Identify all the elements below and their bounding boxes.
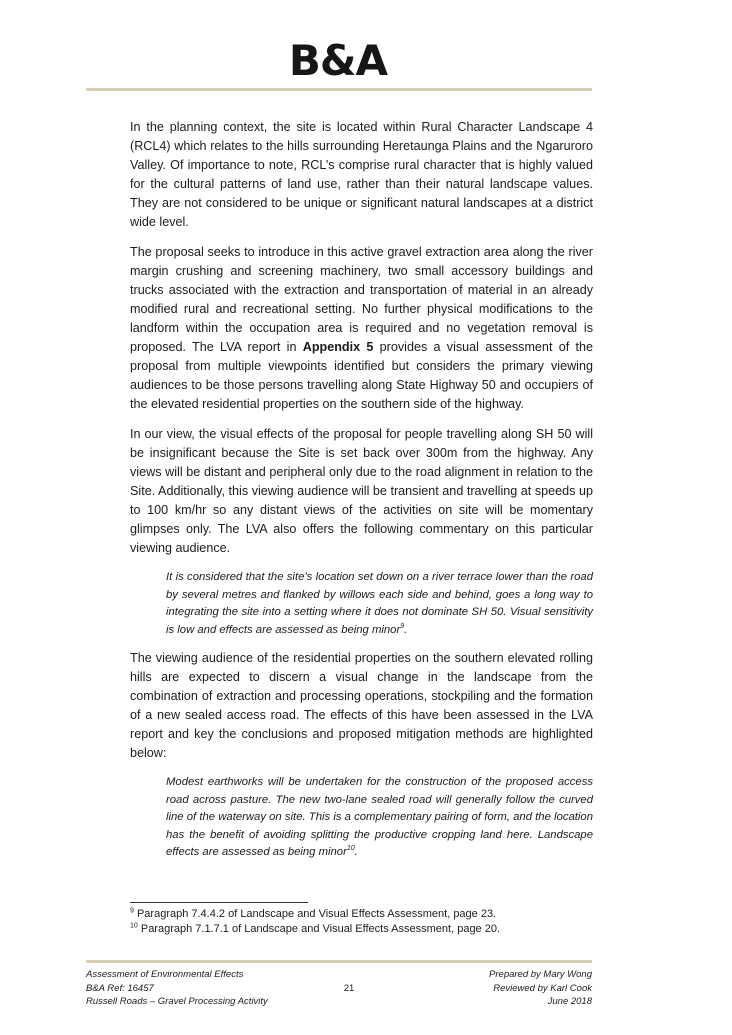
footnote-marker: 9	[400, 622, 405, 630]
paragraph-proposal-text-end: provides a visual assessment of the proposal from multiple viewpoints identified but considers the primary viewing audiences to be those persons travelling along State Highway 50 and occupiers of the elevated residential properties on the southern side of the highway.	[130, 340, 593, 411]
footnote-item	[130, 907, 600, 922]
footnote-divider	[130, 902, 308, 903]
footnotes	[130, 907, 600, 937]
paragraph-proposal	[130, 243, 593, 414]
footer-project-name: Russell Roads – Gravel Processing Activity	[86, 996, 268, 1007]
footer-author-info	[392, 968, 592, 1009]
paragraph-residential-audience: The viewing audience of the residential properties on the southern elevated rolling hills are expected to discern a visual change in the landscape from the combination of extraction and processing operations, stockpiling and the formation of a new sealed access road. The effects of this have been assessed in the LVA report and key the conclusions and proposed mitigation methods are highlighted below:	[130, 651, 593, 760]
footnote-number: 10	[130, 922, 138, 930]
quote-text: It is considered that the site’s location set down on a river terrace lower than the road by several metres and flanked by willows each side and behind, goes a long way to integrating the site into a setting where it does not dominate SH 50. Visual sensitivity is low and effects are assessed as being minor	[166, 571, 593, 636]
quote-highway-audience	[166, 569, 593, 639]
company-logo: B&A	[288, 36, 388, 85]
footer-document-title: Assessment of Environmental Effects	[86, 969, 244, 980]
header-divider	[86, 88, 592, 91]
quote-end: .	[404, 623, 408, 636]
quote-end: .	[354, 846, 358, 858]
footer-document-info	[86, 968, 306, 1009]
appendix-reference: Appendix 5	[302, 340, 374, 354]
footnote-item	[130, 922, 600, 937]
footer-divider	[86, 960, 592, 963]
paragraph-proposal-text-start: The proposal seeks to introduce in this active gravel extraction area along the river margin crushing and screening machinery, two small accessory buildings and trucks associated with the extraction and transportation of material in an already modified rural and recreational setting. No further physical modifications to the landform within the occupation area is required and no vegetation removal is proposed. The LVA report in	[130, 245, 593, 354]
footer-prepared-by: Prepared by Mary Wong	[489, 969, 592, 980]
footnote-text: Paragraph 7.1.7.1 of Landscape and Visual Effects Assessment, page 20.	[137, 923, 501, 935]
footnote-marker: 10	[346, 845, 355, 853]
quote-landscape-effects	[166, 774, 593, 862]
footnote-number: 9	[130, 907, 134, 915]
quote-text: Modest earthworks will be undertaken for the construction of the proposed access road across pasture. The new two-lane sealed road will generally follow the curved line of the waterway on site. This is a complementary pairing of form, and the location has the benefit of avoiding splitting the productive cropping land here. Landscape effects are assessed as being minor	[166, 776, 593, 858]
paragraph-planning-context: In the planning context, the site is located within Rural Character Landscape 4 (RCL4) which relates to the hills surrounding Heretaunga Plains and the Ngaruroro Valley. Of importance to note, RCL’s comprise rural character that is highly valued for the cultural patterns of land use, rather than their natural landscape values. They are not considered to be unique or significant natural landscapes at a district wide level.	[130, 120, 593, 229]
paragraph-visual-effects: In our view, the visual effects of the proposal for people travelling along SH 50 will be insignificant because the Site is set back over 300m from the highway. Any views will be distant and peripheral only due to the road alignment in relation to the Site. Additionally, this viewing audience will be transient and travelling at speeds up to 100 km/hr so any distant views of the activities on site will be momentary glimpses only. The LVA also offers the following commentary on this particular viewing audience.	[130, 427, 593, 555]
footer-reviewed-by: Reviewed by Karl Cook	[493, 982, 592, 994]
page-number: 21	[343, 982, 355, 994]
page-body	[130, 118, 593, 872]
footer-date: June 2018	[547, 996, 592, 1007]
footer-reference: B&A Ref: 16457	[86, 982, 154, 994]
footnote-text: Paragraph 7.4.4.2 of Landscape and Visual Effects Assessment, page 23.	[133, 908, 497, 920]
